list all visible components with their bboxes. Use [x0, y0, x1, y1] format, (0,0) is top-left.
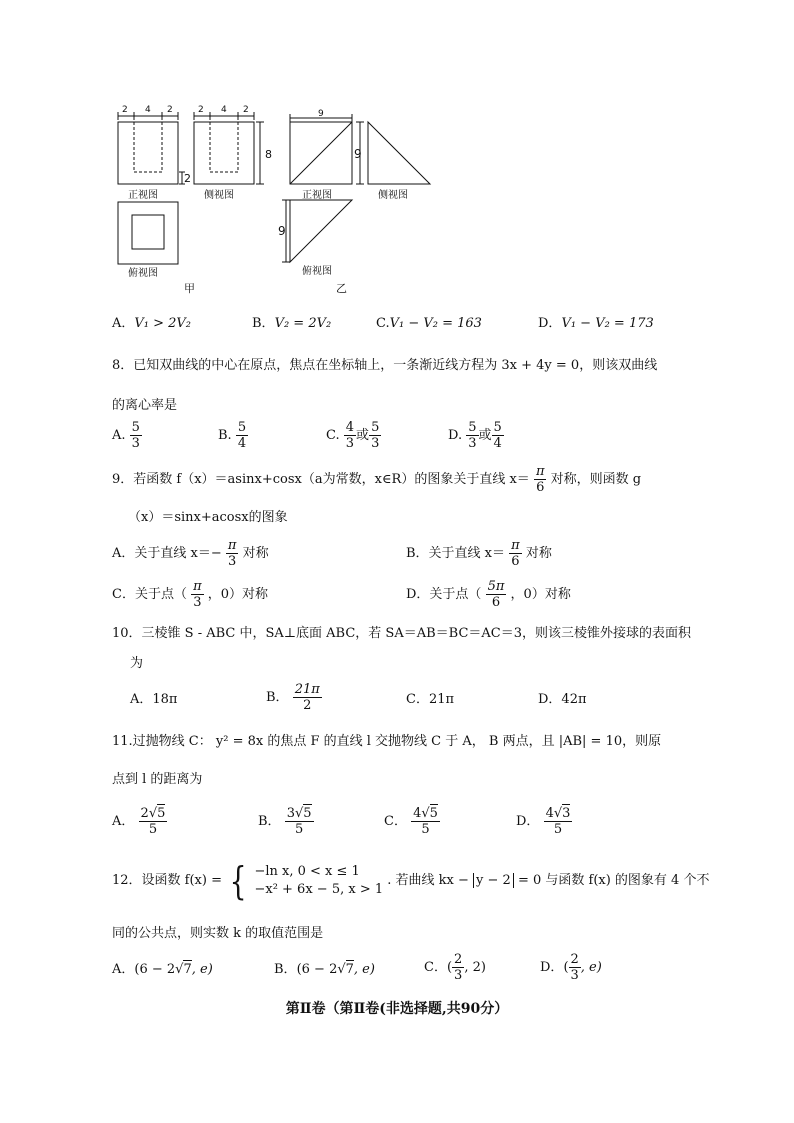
numerator: 5 [493, 420, 502, 435]
q9-option-d-post: ，0）对称 [510, 587, 571, 602]
q7-option-c-text: V₁ − V₂ = 163 [389, 316, 482, 331]
q11-option-d-fraction [544, 806, 573, 837]
numerator [544, 806, 573, 822]
q8-line1: 8．已知双曲线的中心在原点，焦点在坐标轴上，一条渐近线方程为 3x + 4y = 0，则该双曲线 [112, 358, 658, 373]
q9-line1-pre: 9．若函数 f（x）＝asinx+cosx（a为常数，x∈R）的图象关于直线 x＝ [112, 472, 530, 487]
q8-option-d [448, 420, 504, 451]
numerator [285, 806, 314, 822]
q9-option-c-pre: C．关于点（ [112, 587, 187, 602]
denominator: 6 [491, 595, 501, 610]
q7-option-d [538, 316, 654, 332]
jia-dim-bottom: 2 [184, 172, 191, 185]
jia-side-view [194, 122, 254, 184]
q11-option-c-fraction [411, 806, 440, 837]
q12-option-a [112, 962, 213, 978]
radicand: 3 [562, 806, 571, 821]
yi-dim-height: 9 [354, 147, 362, 161]
q9-option-b-fraction [509, 538, 522, 569]
q10-option-a: A．18π [130, 692, 178, 707]
denominator: 6 [536, 480, 545, 495]
q9-line1-fraction [534, 464, 547, 495]
q9-option-c-post: ，0）对称 [207, 587, 269, 602]
q8-option-c-fraction-2 [369, 420, 381, 451]
abs-value: y − 2 [473, 873, 514, 888]
yi-front-label: 正视图 [302, 190, 332, 201]
q9-option-b [406, 538, 552, 569]
radicand: 5 [303, 806, 312, 821]
q12-option-a-post: , e) [191, 962, 213, 977]
q7-option-d-label: D． [538, 316, 562, 331]
q12-option-b-radicand: 7 [345, 962, 354, 977]
open-paren: ( [446, 960, 453, 975]
numerator: 21π [294, 682, 320, 697]
sqrt-sign: √ [148, 806, 158, 821]
q9-option-b-pre: B．关于直线 x＝ [406, 546, 506, 561]
jia-side-label: 侧视图 [204, 190, 234, 201]
coef: 3 [286, 806, 295, 821]
denominator: 2 [303, 698, 312, 713]
q11-option-a-label: A． [112, 814, 135, 829]
q11-line1: 11.过抛物线 C： y² = 8x 的焦点 F 的直线 l 交抛物线 C 于 A， B 两点，且 |AB| = 10，则原 [112, 734, 662, 749]
numerator [139, 806, 168, 822]
q8-option-d-fraction-2 [492, 420, 504, 451]
denominator: 5 [294, 822, 304, 837]
q7-option-b-label: B． [252, 316, 275, 331]
q12-option-a-pre: (6 − 2√ [134, 962, 184, 977]
yi-side-view [368, 122, 430, 184]
q9-option-d-pre: D．关于点（ [406, 587, 482, 602]
q9-option-b-post: 对称 [525, 546, 552, 561]
piecewise-cases [254, 863, 383, 899]
q10-option-c: C．21π [406, 692, 455, 707]
sqrt-sign: √ [294, 806, 304, 821]
numerator: 5 [131, 420, 140, 435]
three-view-figure-jia [110, 100, 280, 300]
open-paren: ( [563, 960, 569, 975]
q11-option-c [384, 806, 440, 837]
jia-side-dim-left: 2 [198, 105, 204, 115]
q12-option-c-label: C． [424, 960, 447, 975]
coef: 4 [413, 806, 422, 821]
numerator: π [511, 538, 520, 553]
q11-option-d [516, 806, 572, 837]
radicand: 5 [157, 806, 166, 821]
q12-option-d-label: D． [540, 960, 564, 975]
q11-line2: 点到 l 的距离为 [112, 772, 203, 787]
yi-dim-width: 9 [318, 109, 324, 119]
q7-option-b-text: V₂ = 2V₂ [274, 316, 332, 331]
jia-top-view [118, 202, 178, 264]
denominator: 3 [371, 436, 380, 451]
q11-option-c-label: C． [384, 814, 407, 829]
numerator: π [535, 464, 545, 479]
q7-option-b [252, 316, 331, 332]
yi-top-label: 俯视图 [302, 266, 332, 277]
yi-dim-top-height: 9 [278, 224, 286, 238]
q8-option-b-label: B. [218, 428, 232, 443]
denominator: 3 [345, 436, 355, 451]
q8-option-d-fraction-1 [466, 420, 478, 451]
q8-option-a [112, 420, 142, 451]
denominator: 3 [468, 436, 477, 451]
numerator: 5π [487, 579, 505, 594]
q10-option-b-label: B． [266, 690, 289, 705]
jia-dim-mid: 4 [145, 105, 151, 115]
q9-line1-post: 对称，则函数 g [550, 472, 642, 487]
q9-line1 [112, 464, 641, 495]
q8-option-c-label: C. [326, 428, 340, 443]
q12-option-b-post: , e) [353, 962, 375, 977]
jia-side-dim-mid: 4 [221, 105, 227, 115]
jia-side-dim-right: 2 [243, 105, 249, 115]
q7-option-c [376, 316, 482, 332]
q8-option-a-label: A. [112, 428, 126, 443]
denominator: 5 [553, 822, 563, 837]
q9-option-c [112, 579, 268, 610]
jia-front-view [118, 122, 178, 184]
three-view-figure-yi [278, 108, 438, 298]
q9-option-d-fraction [486, 579, 507, 610]
q10-option-b-fraction [293, 682, 322, 713]
jia-front-label: 正视图 [128, 190, 158, 201]
denominator: 4 [237, 436, 247, 451]
denominator: 5 [148, 822, 158, 837]
numerator: 2 [570, 952, 579, 967]
q12-option-d-fraction [569, 952, 581, 983]
jia-top-inner-square [132, 215, 164, 249]
numerator: 2 [454, 952, 463, 967]
denominator: 3 [131, 436, 140, 451]
denominator: 3 [570, 968, 579, 983]
q11-option-b-fraction [285, 806, 314, 837]
jia-front-hidden-edges [134, 122, 162, 172]
q10-option-b [266, 682, 322, 713]
piece-case-2: −x² + 6x − 5, x > 1 [254, 882, 384, 897]
q8-option-c [326, 420, 381, 451]
q12-post2: = 0 与函数 f(x) 的图象有 4 个不 [513, 873, 710, 888]
jia-side-hidden-edges [210, 122, 238, 172]
yi-top-view [290, 200, 352, 262]
q7-option-c-label: C. [376, 316, 390, 331]
numerator: π [227, 538, 237, 553]
q12-pre: 12．设函数 f(x) = [112, 873, 222, 888]
jia-top-label: 俯视图 [128, 268, 158, 279]
q12-option-b [274, 962, 375, 978]
numerator [411, 806, 440, 822]
numerator: 5 [237, 420, 247, 435]
q7-option-a-text: V₁ > 2V₂ [134, 316, 192, 331]
coef: 4 [545, 806, 554, 821]
coef: 2 [140, 806, 149, 821]
q11-option-a-fraction [139, 806, 168, 837]
q8-option-b [218, 420, 248, 451]
denominator: 3 [228, 554, 237, 569]
q12-line2: 同的公共点，则实数 k 的取值范围是 [112, 926, 324, 941]
piece-case-1: −ln x, 0 < x ≤ 1 [254, 864, 360, 879]
piecewise-brace: { [229, 859, 247, 903]
q12-post1: . 若曲线 kx − [387, 873, 474, 888]
q12-option-d [540, 952, 602, 983]
q9-line2: （x）＝sinx+acosx的图象 [128, 510, 288, 525]
section-title: 第Ⅱ卷（第Ⅱ卷(非选择题,共90分） [285, 1001, 509, 1017]
q12-option-c-post: , 2) [464, 960, 486, 975]
sqrt-sign: √ [421, 806, 430, 821]
or-text: 或 [478, 428, 492, 443]
q9-option-c-fraction [191, 579, 204, 610]
q8-option-b-fraction [236, 420, 248, 451]
q9-option-a-post: 对称 [242, 546, 269, 561]
denominator: 3 [193, 595, 202, 610]
jia-dim-height: 8 [265, 148, 272, 161]
q12-line1 [112, 859, 710, 903]
denominator: 5 [421, 822, 430, 837]
numerator: 4 [345, 420, 355, 435]
q11-option-b [258, 806, 314, 837]
q8-option-a-fraction [130, 420, 142, 451]
q7-option-d-text: V₁ − V₂ = 173 [561, 316, 654, 331]
sqrt-sign: √ [553, 806, 563, 821]
q9-option-a-pre: A．关于直线 x＝− [112, 546, 222, 561]
q12-option-d-post: , e) [580, 960, 602, 975]
numerator: π [193, 579, 202, 594]
q12-option-b-pre: (6 − 2√ [296, 962, 346, 977]
denominator: 3 [454, 968, 463, 983]
radicand: 5 [429, 806, 438, 821]
q7-option-a [112, 316, 191, 332]
q7-option-a-label: A． [112, 316, 135, 331]
q10-line1: 10．三棱锥 S - ABC 中，SA⊥底面 ABC，若 SA＝AB＝BC＝AC＝3，则该三棱锥外接球的表面积 [112, 626, 691, 641]
q11-option-a [112, 806, 167, 837]
numerator: 5 [371, 420, 380, 435]
q10-line2: 为 [130, 656, 144, 671]
denominator: 4 [493, 436, 502, 451]
q9-option-a-fraction [226, 538, 239, 569]
jia-dim-right: 2 [167, 105, 173, 115]
denominator: 6 [511, 554, 520, 569]
or-text: 或 [356, 428, 370, 443]
q9-option-d [406, 579, 571, 610]
q12-option-c [424, 952, 486, 983]
q12-option-c-fraction [452, 952, 464, 983]
q9-option-a [112, 538, 269, 569]
jia-dim-left: 2 [122, 105, 128, 115]
q12-option-a-label: A． [112, 962, 135, 977]
yi-caption: 乙 [336, 282, 347, 295]
jia-caption: 甲 [184, 282, 195, 295]
yi-side-label: 侧视图 [378, 190, 408, 201]
q8-line2: 的离心率是 [112, 398, 178, 413]
q11-option-d-label: D． [516, 814, 540, 829]
q12-option-b-label: B． [274, 962, 297, 977]
q12-option-a-radicand: 7 [183, 962, 192, 977]
numerator: 5 [468, 420, 477, 435]
q8-option-d-label: D. [448, 428, 463, 443]
q10-option-d: D．42π [538, 692, 587, 707]
q8-option-c-fraction-1 [344, 420, 356, 451]
q11-option-b-label: B． [258, 814, 281, 829]
